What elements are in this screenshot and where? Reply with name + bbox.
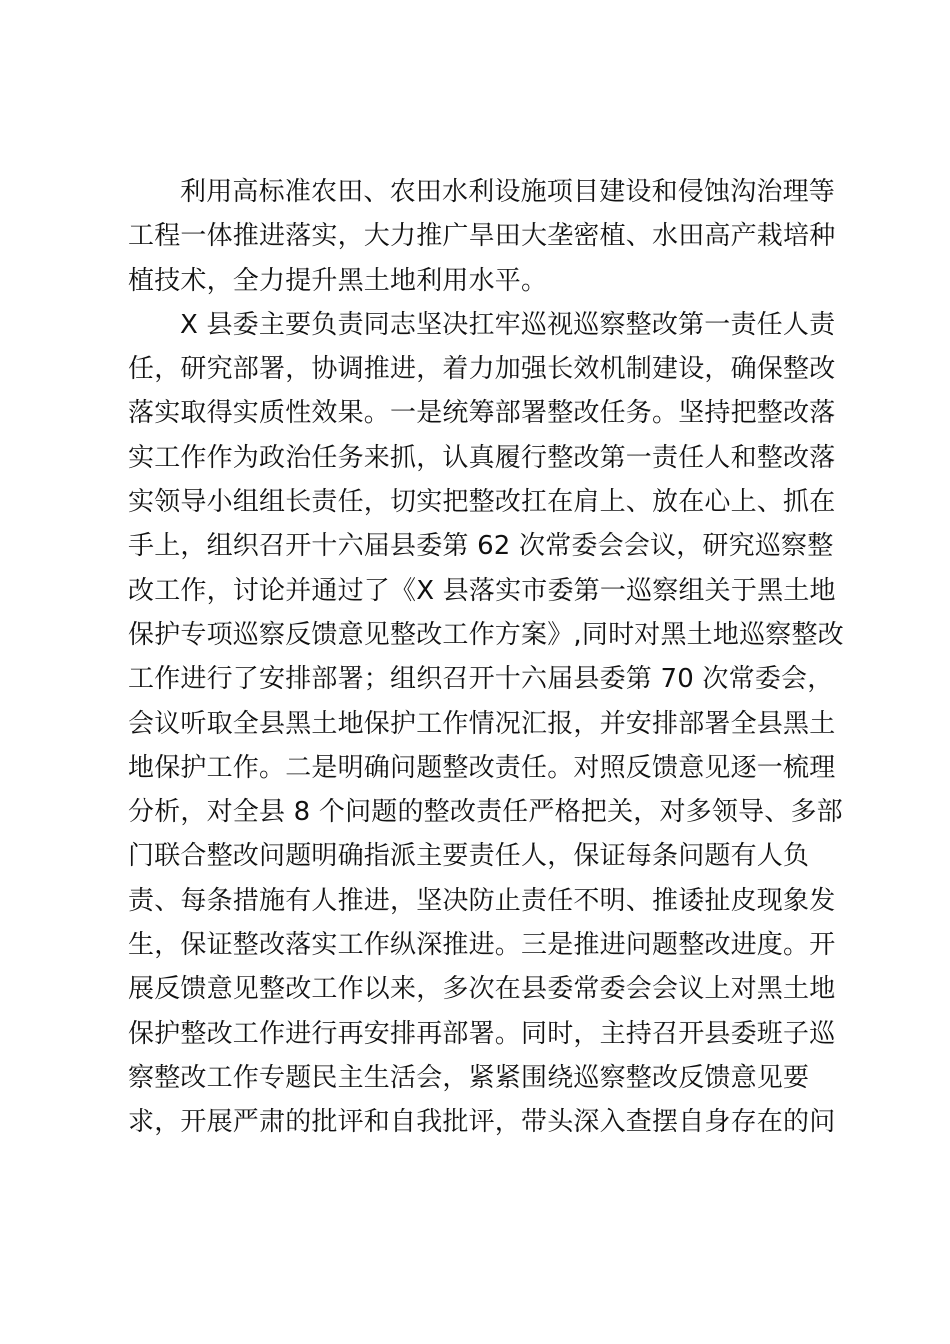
text-line: 会议听取全县黑土地保护工作情况汇报，并安排部署全县黑土 xyxy=(128,708,836,739)
text-line: 保护整改工作进行再安排再部署。同时，主持召开县委班子巡 xyxy=(128,1018,836,1049)
text-line: 工作进行了安排部署；组织召开十六届县委第 70 次常委会， xyxy=(128,664,834,695)
text-line: 展反馈意见整改工作以来，多次在县委常委会会议上对黑土地 xyxy=(128,974,836,1005)
text-line: 地保护工作。二是明确问题整改责任。对照反馈意见逐一梳理 xyxy=(128,752,836,783)
text-line: 察整改工作专题民主生活会，紧紧围绕巡察整改反馈意见要 xyxy=(128,1062,810,1093)
text-line: 落实取得实质性效果。一是统筹部署整改任务。坚持把整改落 xyxy=(128,398,836,429)
paragraph-1 xyxy=(128,170,836,303)
body-text xyxy=(128,170,844,1145)
text-line: 实领导小组组长责任，切实把整改扛在肩上、放在心上、抓在 xyxy=(128,487,836,518)
text-line: 门联合整改问题明确指派主要责任人，保证每条问题有人负 xyxy=(128,841,810,872)
text-line: 责、每条措施有人推进，坚决防止责任不明、推诿扯皮现象发 xyxy=(128,885,836,916)
paragraph-2 xyxy=(128,303,844,1145)
text-line: 手上，组织召开十六届县委第 62 次常委会会议，研究巡察整 xyxy=(128,531,834,562)
text-line: X 县委主要负责同志坚决扛牢巡视巡察整改第一责任人责 xyxy=(180,309,836,340)
text-line: 实工作作为政治任务来抓，认真履行整改第一责任人和整改落 xyxy=(128,442,836,473)
text-line: 植技术，全力提升黑土地利用水平。 xyxy=(128,265,548,296)
text-line: 求，开展严肃的批评和自我批评，带头深入查摆自身存在的问 xyxy=(128,1107,836,1138)
text-line: 工程一体推进落实，大力推广旱田大垄密植、水田高产栽培种 xyxy=(128,221,836,252)
text-line: 生，保证整改落实工作纵深推进。三是推进问题整改进度。开 xyxy=(128,930,836,961)
text-line: 改工作，讨论并通过了《X 县落实市委第一巡察组关于黑土地 xyxy=(128,575,836,606)
text-line: 任，研究部署，协调推进，着力加强长效机制建设，确保整改 xyxy=(128,354,836,385)
text-line: 利用高标准农田、农田水利设施项目建设和侵蚀沟治理等 xyxy=(180,177,836,207)
text-line: 保护专项巡察反馈意见整改工作方案》,同时对黑土地巡察整改 xyxy=(128,619,844,650)
text-line: 分析，对全县 8 个问题的整改责任严格把关，对多领导、多部 xyxy=(128,797,843,828)
